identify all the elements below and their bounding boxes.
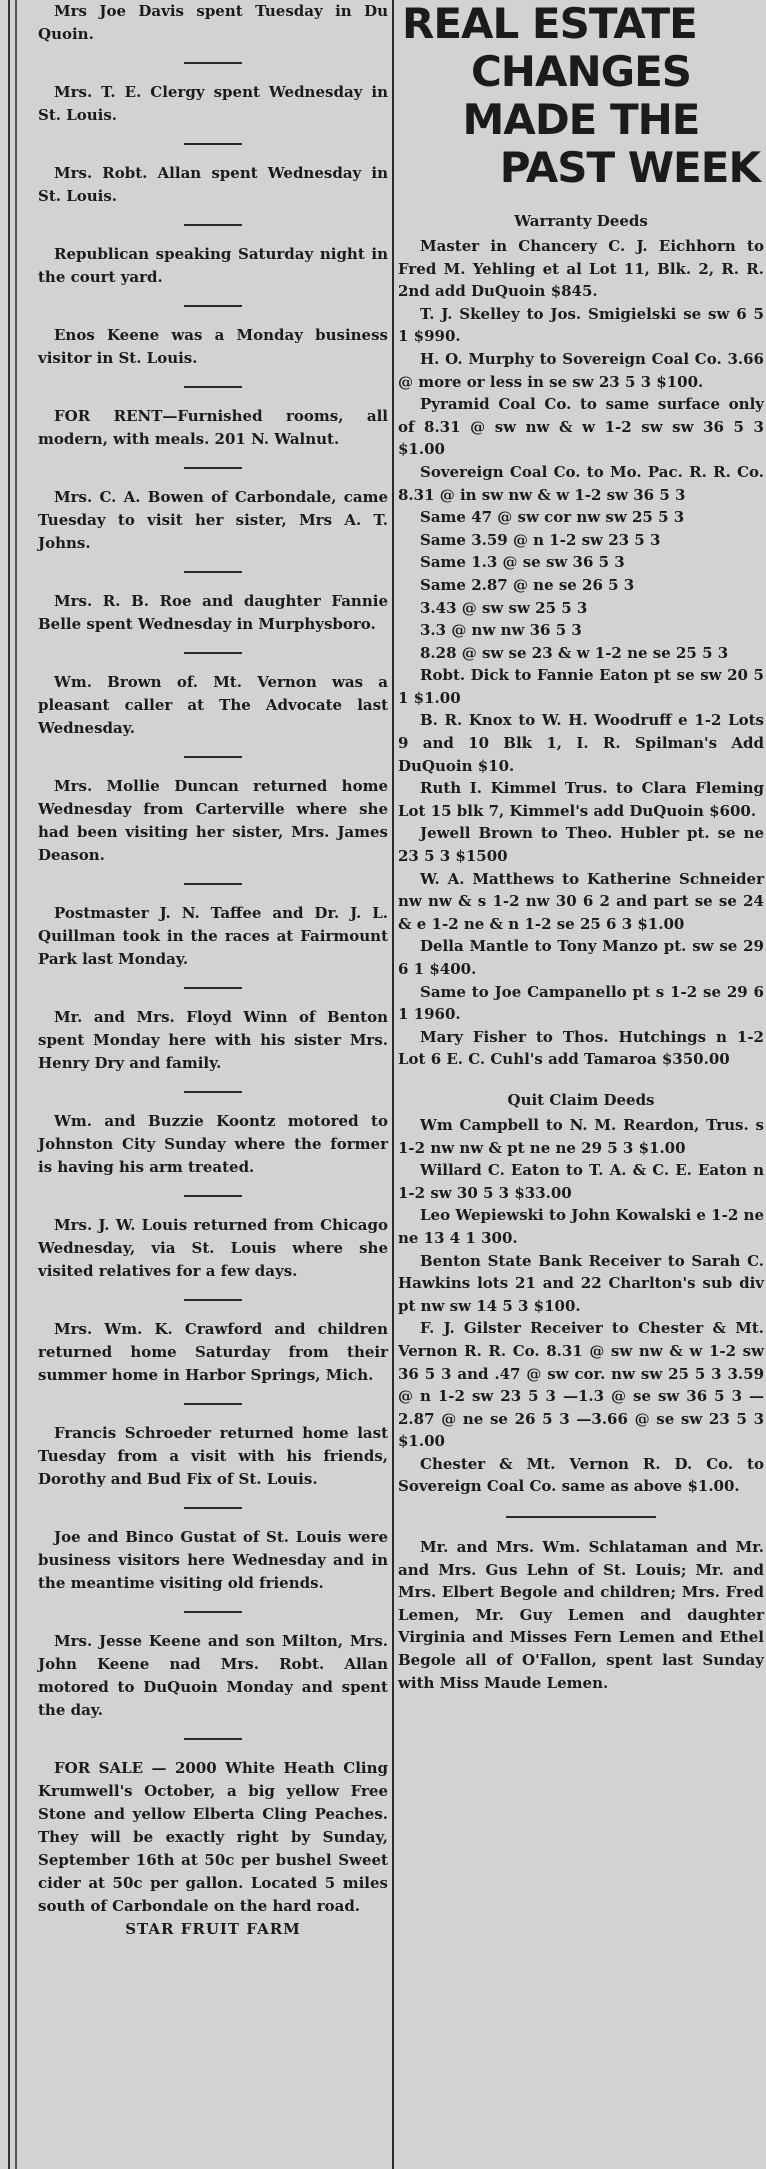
local-item: Francis Schroeder returned home last Tuesday from a visit with his friends, Dorothy and Bud Fix of St. Louis. [38, 1424, 388, 1488]
item-separator [184, 143, 242, 145]
deed-entry: Same 47 @ sw cor nw sw 25 5 3 [420, 508, 685, 527]
deed-entry: Pyramid Coal Co. to same surface only of 8.31 @ sw nw & w 1-2 sw sw 36 5 3 $1.00 [398, 395, 764, 459]
social-item: Mr. and Mrs. Wm. Schlataman and Mr. and Mrs. Gus Lehn of St. Louis; Mr. and Mrs. Elbert Begole and children; Mrs. Fred Lemen, Mr. Guy Lemen and daughter Virginia and Misses Fern Lemen and Ethel Begole all of O'Fallon, spent last Sunday with Miss Maude Lemen. [398, 1538, 764, 1692]
item-separator [184, 386, 242, 388]
headline-line-3: PAST WEEK [499, 143, 760, 192]
quit-claim-deeds-heading: Quit Claim Deeds [507, 1090, 655, 1109]
deed-entry: Same 2.87 @ ne se 26 5 3 [420, 575, 635, 594]
item-separator [184, 571, 242, 573]
deed-entry: Sovereign Coal Co. to Mo. Pac. R. R. Co. 8.31 @ in sw nw & w 1-2 sw 36 5 3 [398, 462, 764, 504]
deed-entry: Same 1.3 @ se sw 36 5 3 [420, 553, 625, 572]
item-separator [184, 883, 242, 885]
local-item: Postmaster J. N. Taffee and Dr. J. L. Quillman took in the races at Fairmount Park last Monday. [38, 904, 388, 968]
deed-entry: Same 3.59 @ n 1-2 sw 23 5 3 [420, 530, 661, 549]
deed-entry: T. J. Skelley to Jos. Smigielski se sw 6 5 1 $990. [398, 304, 764, 346]
section-separator [506, 1516, 656, 1518]
item-separator [184, 1091, 242, 1093]
deed-entry: Wm Campbell to N. M. Reardon, Trus. s 1-2 nw nw & pt ne ne 29 5 3 $1.00 [398, 1115, 764, 1157]
deed-entry: Ruth I. Kimmel Trus. to Clara Fleming Lot 15 blk 7, Kimmel's add DuQuoin $600. [398, 779, 764, 820]
item-separator [184, 1299, 242, 1301]
local-item: Mrs. Robt. Allan spent Wednesday in St. Louis. [38, 164, 388, 205]
item-separator [184, 756, 242, 758]
left-border-rule [8, 0, 17, 2169]
warranty-deeds-heading: Warranty Deeds [514, 212, 648, 230]
local-item: Mr. and Mrs. Floyd Winn of Benton spent Monday here with his sister Mrs. Henry Dry and family. [38, 1008, 388, 1072]
item-separator [184, 1611, 242, 1613]
local-item: Mrs. Mollie Duncan returned home Wednesday from Carterville where she had been visiting her sister, Mrs. James Deason. [38, 777, 388, 864]
local-item: Wm. and Buzzie Koontz motored to Johnston City Sunday where the former is having his arm treated. [38, 1112, 388, 1176]
item-separator [184, 467, 242, 469]
classified-ad-for-rent: FOR RENT—Furnished rooms, all modern, with meals. 201 N. Walnut. [38, 407, 388, 448]
deed-entry: Jewell Brown to Theo. Hubler pt. se ne 23 5 3 $1500 [398, 824, 764, 866]
local-item: Republican speaking Saturday night in the court yard. [38, 245, 388, 286]
deed-entry: 3.3 @ nw nw 36 5 3 [420, 621, 582, 640]
item-separator [184, 305, 242, 307]
deed-entry: H. O. Murphy to Sovereign Coal Co. 3.66 @ more or less in se sw 23 5 3 $100. [398, 349, 764, 391]
local-item: Mrs. Jesse Keene and son Milton, Mrs. John Keene nad Mrs. Robt. Allan motored to DuQuoin Monday and spent the day. [38, 1632, 388, 1719]
item-separator [184, 1403, 242, 1405]
headline [398, 0, 764, 192]
deed-entry: Della Mantle to Tony Manzo pt. sw se 29 6 1 $400. [398, 937, 764, 978]
deed-entry: W. A. Matthews to Katherine Schneider nw nw & s 1-2 nw 30 6 2 and part se se 24 & e 1-2 ne & n 1-2 se 25 6 3 $1.00 [398, 869, 764, 933]
local-item: Mrs Joe Davis spent Tuesday in Du Quoin. [38, 2, 388, 43]
item-separator [184, 224, 242, 226]
deed-entry: Willard C. Eaton to T. A. & C. E. Eaton n 1-2 sw 30 5 3 $33.00 [398, 1161, 764, 1202]
ad-signature: STAR FRUIT FARM [125, 1920, 301, 1938]
deed-entry: Robt. Dick to Fannie Eaton pt se sw 20 5 1 $1.00 [398, 666, 764, 707]
item-separator [184, 1195, 242, 1197]
local-item: Mrs. R. B. Roe and daughter Fannie Belle spent Wednesday in Murphysboro. [38, 592, 388, 633]
local-item: Joe and Binco Gustat of St. Louis were business visitors here Wednesday and in the meantime visiting old friends. [38, 1528, 388, 1592]
local-item: Mrs. J. W. Louis returned from Chicago Wednesday, via St. Louis where she visited relatives for a few days. [38, 1216, 388, 1280]
item-separator [184, 1507, 242, 1509]
deed-entry: B. R. Knox to W. H. Woodruff e 1-2 Lots 9 and 10 Blk 1, I. R. Spilman's Add DuQuoin $10. [398, 711, 764, 775]
deed-entry: Benton State Bank Receiver to Sarah C. Hawkins lots 21 and 22 Charlton's sub div pt nw sw 14 5 3 $100. [398, 1251, 764, 1315]
deed-entry: Chester & Mt. Vernon R. D. Co. to Sovereign Coal Co. same as above $1.00. [398, 1454, 764, 1496]
column-divider [392, 0, 394, 2169]
deed-entry: Leo Wepiewski to John Kowalski e 1-2 ne ne 13 4 1 300. [398, 1206, 764, 1247]
deed-entry: F. J. Gilster Receiver to Chester & Mt. Vernon R. R. Co. 8.31 @ sw nw & w 1-2 sw 36 5 3 and .47 @ sw cor. nw sw 25 5 3 3.59 @ n 1-2 sw 23 5 3 —1.3 @ se sw 36 5 3 —2.87 @ ne se 26 5 3 —3.66 @ se sw 23 5 3 $1.00 [398, 1319, 764, 1451]
item-separator [184, 652, 242, 654]
local-item: Mrs. Wm. K. Crawford and children returned home Saturday from their summer home in Harbor Springs, Mich. [38, 1320, 388, 1384]
deed-entry: 3.43 @ sw sw 25 5 3 [420, 598, 588, 617]
deed-entry: 8.28 @ sw se 23 & w 1-2 ne se 25 5 3 [420, 643, 729, 662]
headline-line-1: REAL ESTATE [402, 0, 697, 48]
right-column [398, 0, 764, 1694]
local-item: Mrs. T. E. Clergy spent Wednesday in St. Louis. [38, 83, 388, 124]
local-item: Wm. Brown of. Mt. Vernon was a pleasant caller at The Advocate last Wednesday. [38, 673, 388, 737]
left-column [38, 0, 388, 1940]
local-item: Enos Keene was a Monday business visitor in St. Louis. [38, 326, 388, 367]
deed-entry: Master in Chancery C. J. Eichhorn to Fred M. Yehling et al Lot 11, Blk. 2, R. R. 2nd add DuQuoin $845. [398, 237, 764, 301]
headline-line-2: CHANGES MADE THE [462, 47, 700, 144]
deed-entry: Same to Joe Campanello pt s 1-2 se 29 6 1 1960. [398, 982, 764, 1024]
item-separator [184, 987, 242, 989]
local-item: Mrs. C. A. Bowen of Carbondale, came Tuesday to visit her sister, Mrs A. T. Johns. [38, 488, 388, 552]
classified-ad-for-sale: FOR SALE — 2000 White Heath Cling Krumwell's October, a big yellow Free Stone and yellow Elberta Cling Peaches. They will be exactly right by Sunday, September 16th at 50c per bushel Sweet cider at 50c per gallon. Located 5 miles south of Carbondale on the hard road. [38, 1759, 388, 1915]
item-separator [184, 62, 242, 64]
deed-entry: Mary Fisher to Thos. Hutchings n 1-2 Lot 6 E. C. Cuhl's add Tamaroa $350.00 [398, 1027, 764, 1069]
item-separator [184, 1738, 242, 1740]
